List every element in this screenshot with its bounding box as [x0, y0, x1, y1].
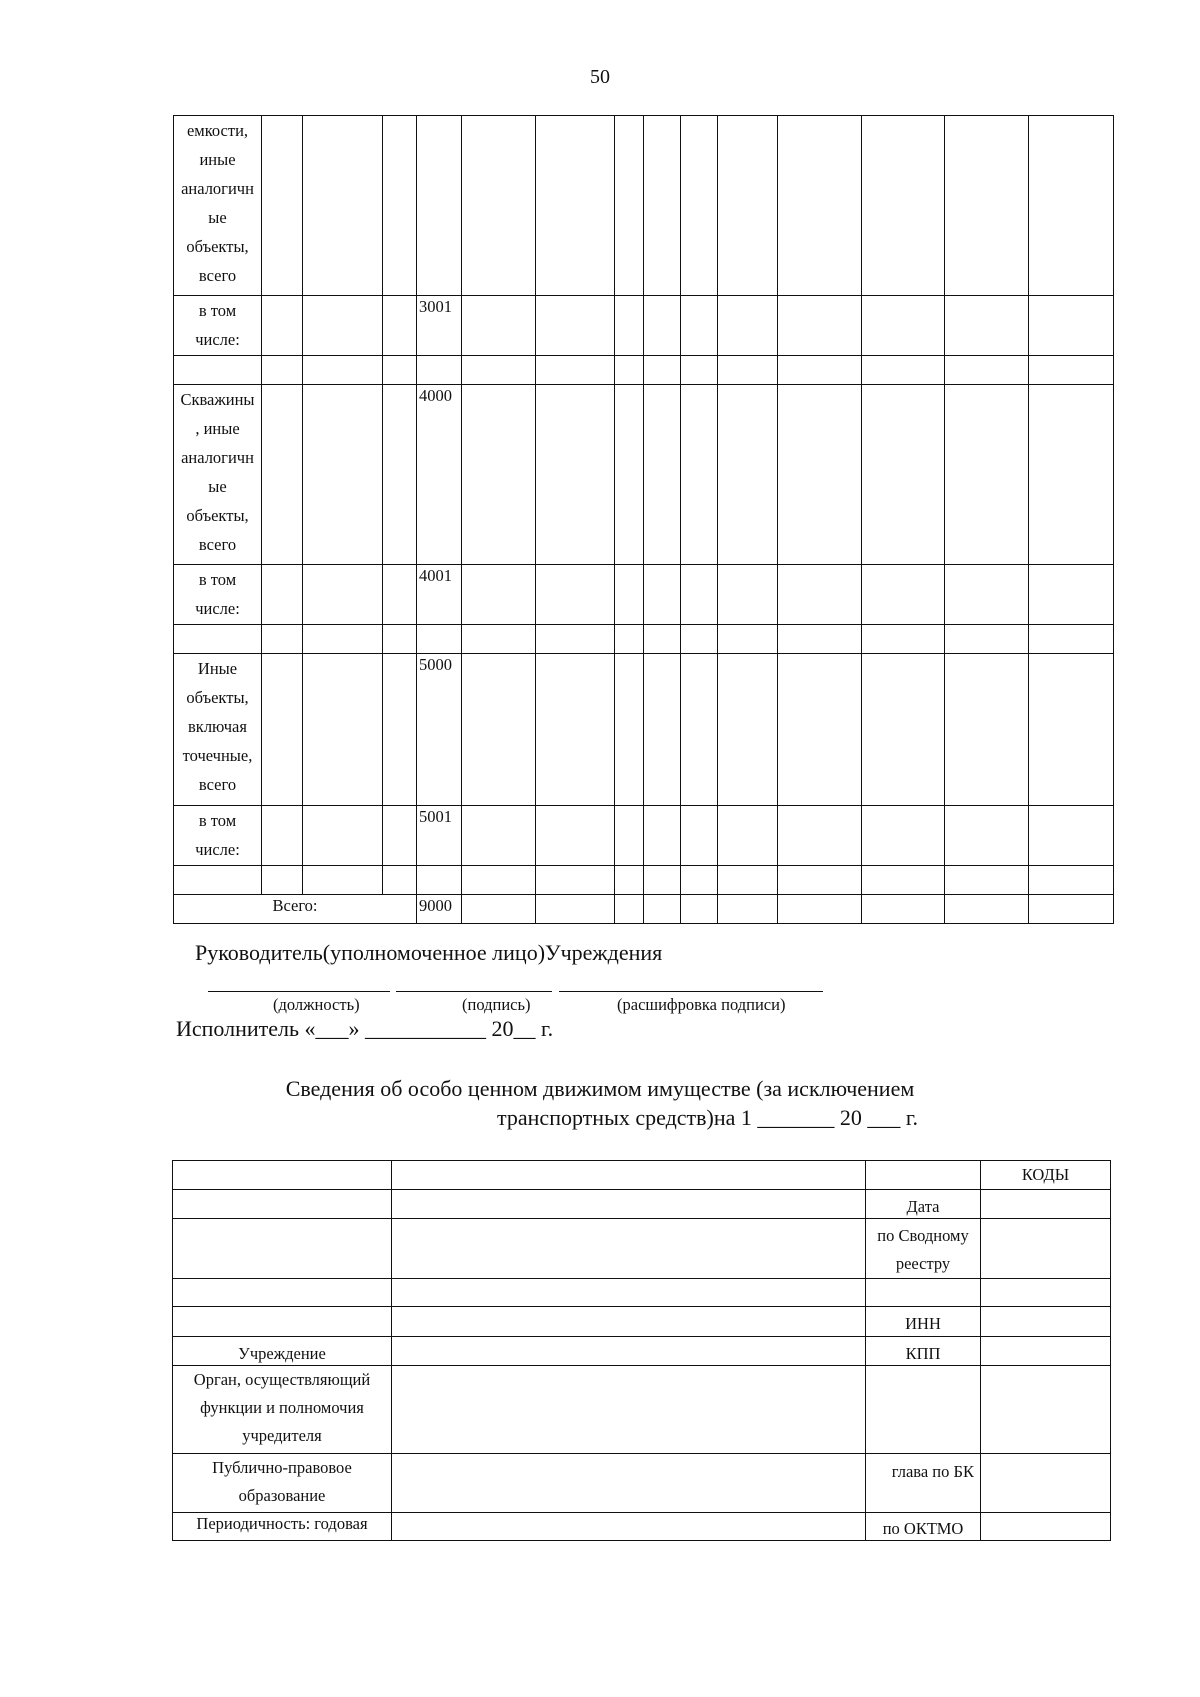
row-label: в том числе: [174, 296, 262, 356]
total-cell[interactable] [778, 895, 862, 924]
codes-table [172, 1160, 1111, 1541]
table-cell[interactable] [945, 565, 1029, 625]
kpp-label: КПП [866, 1337, 981, 1366]
table-cell[interactable] [945, 625, 1029, 654]
codes-cell-r1c2 [392, 1161, 866, 1190]
table-cell[interactable] [536, 625, 615, 654]
table-cell[interactable] [718, 296, 778, 356]
table-cell[interactable] [718, 565, 778, 625]
table-cell[interactable] [536, 385, 615, 565]
table-cell[interactable] [383, 385, 417, 565]
row-code [417, 116, 462, 296]
page-number: 50 [590, 66, 610, 88]
table-cell[interactable] [945, 356, 1029, 385]
table-cell[interactable] [778, 356, 862, 385]
table-cell[interactable] [383, 806, 417, 866]
table-row [174, 866, 1114, 895]
table-cell[interactable] [945, 296, 1029, 356]
table-cell[interactable] [615, 385, 644, 565]
founder-label: Орган, осуществляющий функции и полномочия учредителя [173, 1366, 392, 1454]
row-label: Иные объекты, включая точечные, всего [174, 654, 262, 806]
inn-label: ИНН [866, 1307, 981, 1337]
table-cell[interactable] [262, 116, 303, 296]
table-cell[interactable] [615, 116, 644, 296]
table-cell[interactable] [644, 565, 681, 625]
row-label: в том числе: [174, 806, 262, 866]
row-code: 5001 [417, 806, 462, 866]
table-cell[interactable] [644, 296, 681, 356]
signature-caption: (подпись) [462, 995, 531, 1014]
table-cell[interactable] [681, 866, 718, 895]
table-row [174, 806, 1114, 866]
table-cell[interactable] [615, 654, 644, 806]
table-cell[interactable] [681, 296, 718, 356]
table-cell[interactable] [862, 356, 945, 385]
table-cell[interactable] [681, 356, 718, 385]
public-entity-label: Публично-правовое образование [173, 1454, 392, 1513]
table-cell[interactable] [262, 866, 303, 895]
public-entity-value-cell[interactable] [392, 1454, 866, 1513]
table-cell[interactable] [536, 806, 615, 866]
codes-cell-r4c2 [392, 1279, 866, 1307]
institution-label: Учреждение [173, 1337, 392, 1366]
total-cell[interactable] [1029, 895, 1114, 924]
row-code [417, 356, 462, 385]
table-cell[interactable] [615, 625, 644, 654]
table-cell[interactable] [303, 866, 383, 895]
table-cell[interactable] [383, 565, 417, 625]
table-cell[interactable] [681, 565, 718, 625]
table-cell[interactable] [262, 565, 303, 625]
codes-cell-r3c2 [392, 1219, 866, 1279]
table-cell[interactable] [262, 296, 303, 356]
table-row [174, 625, 1114, 654]
table-cell[interactable] [718, 806, 778, 866]
table-cell[interactable] [462, 385, 536, 565]
table-cell[interactable] [718, 356, 778, 385]
table-cell[interactable] [862, 654, 945, 806]
table-cell[interactable] [862, 296, 945, 356]
table-cell[interactable] [862, 625, 945, 654]
section-title-line1: Сведения об особо ценном движимом имуществе (за исключением [285, 1076, 915, 1101]
total-cell[interactable] [862, 895, 945, 924]
inn-code-cell[interactable] [981, 1307, 1111, 1337]
row-code: 5000 [417, 654, 462, 806]
section-title-line2: транспортных средств)на 1 _______ 20 ___ г. [497, 1105, 918, 1130]
row-code: 4000 [417, 385, 462, 565]
table-cell[interactable] [303, 116, 383, 296]
table-cell[interactable] [536, 356, 615, 385]
table-cell[interactable] [615, 866, 644, 895]
total-cell[interactable] [615, 895, 644, 924]
table-cell[interactable] [718, 625, 778, 654]
table-cell[interactable] [1029, 866, 1114, 895]
table-cell[interactable] [644, 806, 681, 866]
section-title [0, 1074, 1200, 1132]
table-cell[interactable] [462, 116, 536, 296]
table-cell[interactable] [615, 806, 644, 866]
oktmo-label: по ОКТМО [866, 1513, 981, 1541]
table-cell[interactable] [644, 385, 681, 565]
table-cell[interactable] [945, 116, 1029, 296]
table-row [174, 385, 1114, 565]
objects-table [173, 115, 1114, 924]
table-cell[interactable] [303, 806, 383, 866]
table-cell[interactable] [644, 866, 681, 895]
table-cell[interactable] [1029, 565, 1114, 625]
row-code: 4001 [417, 565, 462, 625]
decoding-caption: (расшифровка подписи) [617, 995, 786, 1014]
codes-cell-r2c1 [173, 1190, 392, 1219]
table-cell[interactable] [644, 654, 681, 806]
position-caption: (должность) [273, 995, 360, 1014]
table-cell[interactable] [1029, 806, 1114, 866]
table-cell[interactable] [778, 866, 862, 895]
table-cell[interactable] [262, 356, 303, 385]
table-cell[interactable] [615, 565, 644, 625]
row-code [417, 866, 462, 895]
table-cell[interactable] [462, 625, 536, 654]
periodicity-value-cell [392, 1513, 866, 1541]
table-cell[interactable] [778, 654, 862, 806]
table-row [174, 356, 1114, 385]
table-cell[interactable] [681, 806, 718, 866]
founder-value-cell[interactable] [392, 1366, 866, 1454]
periodicity-label: Периодичность: годовая [173, 1513, 392, 1541]
total-code: 9000 [417, 895, 462, 924]
table-row [174, 116, 1114, 296]
table-cell[interactable] [383, 296, 417, 356]
position-line [208, 991, 390, 992]
oktmo-code-cell[interactable] [981, 1513, 1111, 1541]
table-cell[interactable] [778, 116, 862, 296]
total-label: Всего: [174, 895, 417, 924]
table-cell[interactable] [718, 654, 778, 806]
table-cell[interactable] [681, 654, 718, 806]
row-code [417, 625, 462, 654]
date-label: Дата [866, 1190, 981, 1219]
table-cell[interactable] [1029, 296, 1114, 356]
table-cell[interactable] [778, 296, 862, 356]
table-cell[interactable] [681, 625, 718, 654]
table-cell[interactable] [462, 565, 536, 625]
table-cell[interactable] [862, 565, 945, 625]
table-cell[interactable] [536, 654, 615, 806]
codes-cell-r1c1 [173, 1161, 392, 1190]
table-cell[interactable] [1029, 116, 1114, 296]
table-cell[interactable] [303, 565, 383, 625]
codes-cell-r1c3 [866, 1161, 981, 1190]
table-cell[interactable] [536, 866, 615, 895]
total-cell[interactable] [536, 895, 615, 924]
total-cell[interactable] [681, 895, 718, 924]
total-cell[interactable] [644, 895, 681, 924]
table-cell[interactable] [262, 806, 303, 866]
codes-cell-r5c1 [173, 1307, 392, 1337]
kpp-code-cell[interactable] [981, 1337, 1111, 1366]
table-cell[interactable] [303, 625, 383, 654]
bk-code-cell[interactable] [981, 1454, 1111, 1513]
signature-heading: Руководитель(уполномоченное лицо)Учреждения [195, 940, 663, 965]
codes-cell-r2c2 [392, 1190, 866, 1219]
row-label [174, 625, 262, 654]
table-cell[interactable] [462, 356, 536, 385]
total-cell[interactable] [945, 895, 1029, 924]
table-cell[interactable] [718, 866, 778, 895]
table-cell[interactable] [615, 356, 644, 385]
table-cell[interactable] [945, 385, 1029, 565]
row-label [174, 356, 262, 385]
row-label [174, 866, 262, 895]
table-cell[interactable] [681, 116, 718, 296]
row-label: емкости, иные аналогичн ые объекты, всего [174, 116, 262, 296]
table-cell[interactable] [303, 654, 383, 806]
table-cell[interactable] [778, 385, 862, 565]
table-cell[interactable] [718, 116, 778, 296]
table-cell[interactable] [718, 385, 778, 565]
table-cell[interactable] [536, 296, 615, 356]
row-label: Скважины , иные аналогичн ые объекты, всего [174, 385, 262, 565]
table-cell[interactable] [462, 296, 536, 356]
table-row [174, 296, 1114, 356]
codes-cell-r7c3 [866, 1366, 981, 1454]
table-cell[interactable] [262, 385, 303, 565]
table-cell[interactable] [862, 866, 945, 895]
table-cell[interactable] [536, 116, 615, 296]
table-cell[interactable] [945, 806, 1029, 866]
table-cell[interactable] [262, 654, 303, 806]
table-cell[interactable] [862, 806, 945, 866]
table-cell[interactable] [383, 654, 417, 806]
table-row [174, 565, 1114, 625]
table-cell[interactable] [383, 625, 417, 654]
table-cell[interactable] [615, 296, 644, 356]
date-code-cell[interactable] [981, 1190, 1111, 1219]
row-code: 3001 [417, 296, 462, 356]
table-cell[interactable] [644, 116, 681, 296]
table-cell[interactable] [303, 385, 383, 565]
signature-line [396, 991, 552, 992]
registry-code-cell[interactable] [981, 1219, 1111, 1279]
total-cell[interactable] [462, 895, 536, 924]
table-row [174, 654, 1114, 806]
codes-cell-r4c1 [173, 1279, 392, 1307]
table-cell[interactable] [383, 116, 417, 296]
table-cell[interactable] [383, 356, 417, 385]
decoding-line [559, 991, 823, 992]
institution-value-cell[interactable] [392, 1337, 866, 1366]
codes-cell-r4c3 [866, 1279, 981, 1307]
table-cell[interactable] [1029, 356, 1114, 385]
table-cell[interactable] [303, 296, 383, 356]
total-cell[interactable] [718, 895, 778, 924]
table-cell[interactable] [262, 625, 303, 654]
row-label: в том числе: [174, 565, 262, 625]
table-cell[interactable] [862, 116, 945, 296]
table-cell[interactable] [945, 654, 1029, 806]
table-cell[interactable] [1029, 385, 1114, 565]
table-cell[interactable] [681, 385, 718, 565]
table-cell[interactable] [536, 565, 615, 625]
executor-line: Исполнитель «___» ___________ 20__ г. [176, 1016, 554, 1041]
codes-header: КОДЫ [981, 1161, 1111, 1190]
table-cell[interactable] [383, 866, 417, 895]
table-cell[interactable] [462, 866, 536, 895]
table-cell[interactable] [945, 866, 1029, 895]
table-cell[interactable] [644, 356, 681, 385]
codes-cell-r4c4[interactable] [981, 1279, 1111, 1307]
table-cell[interactable] [1029, 654, 1114, 806]
codes-cell-r5c2 [392, 1307, 866, 1337]
table-cell[interactable] [778, 806, 862, 866]
codes-cell-r7c4[interactable] [981, 1366, 1111, 1454]
table-cell[interactable] [862, 385, 945, 565]
table-cell[interactable] [462, 654, 536, 806]
table-cell[interactable] [1029, 625, 1114, 654]
table-cell[interactable] [303, 356, 383, 385]
registry-label: по Сводному реестру [866, 1219, 981, 1279]
total-row [174, 895, 1114, 924]
table-cell[interactable] [462, 806, 536, 866]
table-cell[interactable] [644, 625, 681, 654]
table-cell[interactable] [778, 565, 862, 625]
codes-cell-r3c1 [173, 1219, 392, 1279]
table-cell[interactable] [778, 625, 862, 654]
bk-label: глава по БК [866, 1454, 981, 1513]
